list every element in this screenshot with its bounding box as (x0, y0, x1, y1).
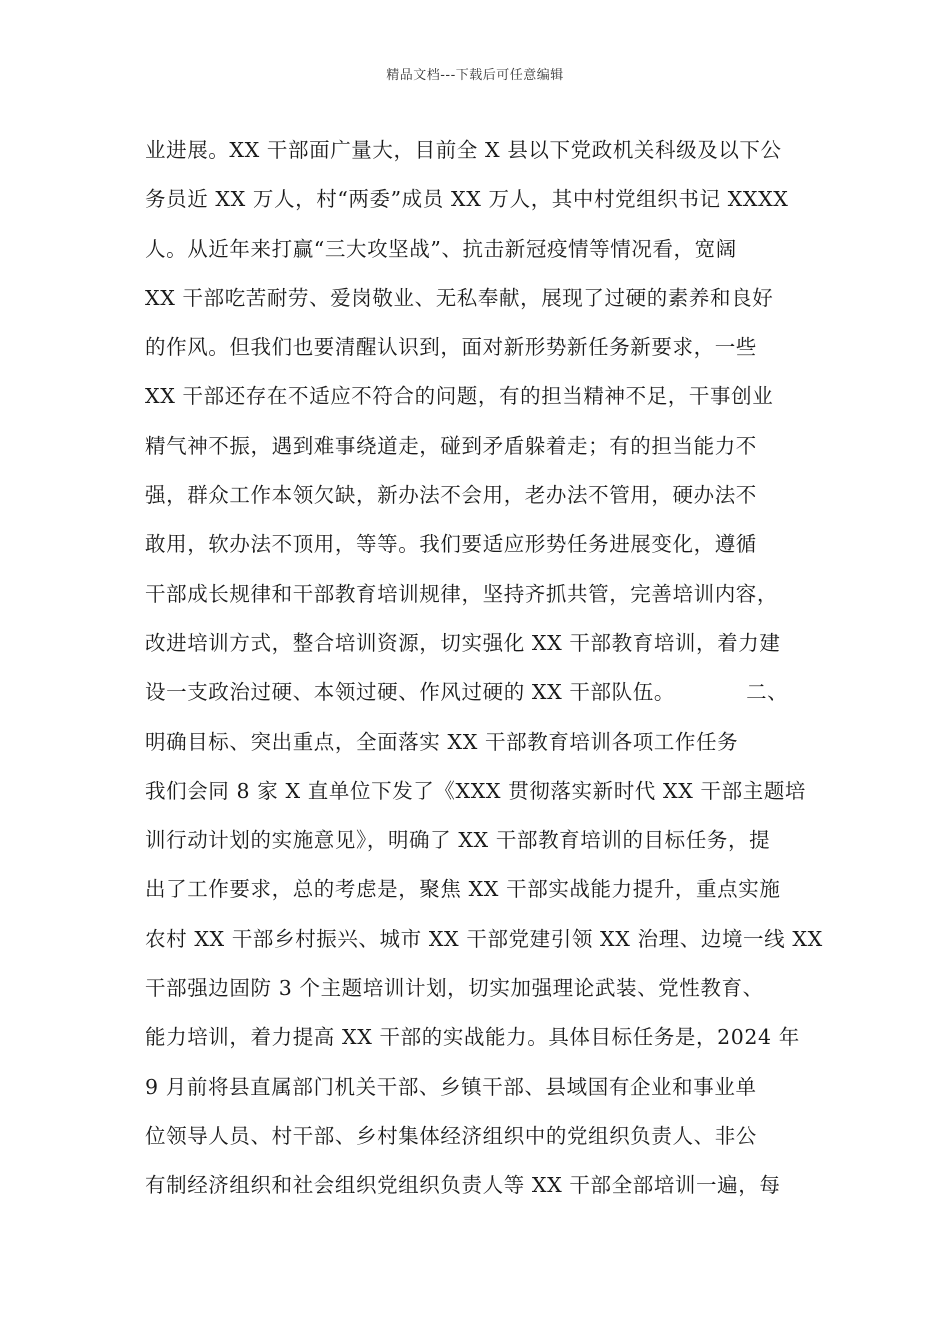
text-line: 位领导人员、村干部、乡村集体经济组织中的党组织负责人、非公 (145, 1123, 757, 1148)
text-line: 能力培训，着力提高 XX 干部的实战能力。具体目标任务是，2024 年 (145, 1025, 800, 1050)
text-line: 有制经济组织和社会组织党组织负责人等 XX 干部全部培训一遍，每 (145, 1173, 781, 1198)
text-line: 农村 XX 干部乡村振兴、城市 XX 干部党建引领 XX 治理、边境一线 XX (145, 926, 823, 951)
text-line: 的作风。但我们也要清醒认识到，面对新形势新任务新要求，一些 (145, 335, 757, 360)
text-line: 9 月前将县直属部门机关干部、乡镇干部、县域国有企业和事业单 (145, 1074, 757, 1099)
section-heading-line: 明确目标、突出重点，全面落实 XX 干部教育培训各项工作任务 (145, 729, 739, 754)
text-line: XX 干部还存在不适应不符合的问题，有的担当精神不足，干事创业 (145, 384, 774, 409)
text-line: 强，群众工作本领欠缺，新办法不会用，老办法不管用，硬办法不 (145, 483, 757, 508)
text-line: 设一支政治过硬、本领过硬、作风过硬的 XX 干部队伍。 二、 (145, 680, 789, 705)
text-line: 出了工作要求，总的考虑是，聚焦 XX 干部实战能力提升，重点实施 (145, 877, 781, 902)
text-line: 敢用，软办法不顶用，等等。我们要适应形势任务进展变化，遵循 (145, 532, 757, 557)
text-line: 务员近 XX 万人，村“两委”成员 XX 万人，其中村党组织书记 XXXX (145, 187, 789, 212)
text-line: XX 干部吃苦耐劳、爱岗敬业、无私奉献，展现了过硬的素养和良好 (145, 285, 774, 310)
text-line: 改进培训方式，整合培训资源，切实强化 XX 干部教育培训，着力建 (145, 630, 781, 655)
text-line: 我们会同 8 家 X 直单位下发了《XXX 贯彻落实新时代 XX 干部主题培 (145, 778, 807, 803)
text-line: 干部成长规律和干部教育培训规律，坚持齐抓共管，完善培训内容， (145, 581, 778, 606)
text-line: 精气神不振，遇到难事绕道走，碰到矛盾躲着走；有的担当能力不 (145, 433, 757, 458)
text-line: 业进展。XX 干部面广量大，目前全 X 县以下党政机关科级及以下公 (145, 138, 782, 162)
text-line: 训行动计划的实施意见》，明确了 XX 干部教育培训的目标任务，提 (145, 828, 771, 853)
document-body (145, 126, 825, 1211)
page-header: 精品文档---下载后可任意编辑 (386, 68, 564, 83)
text-line: 人。从近年来打赢“三大攻坚战”、抗击新冠疫情等情况看，宽阔 (145, 236, 737, 261)
text-line: 干部强边固防 3 个主题培训计划，切实加强理论武装、党性教育、 (145, 976, 764, 1001)
